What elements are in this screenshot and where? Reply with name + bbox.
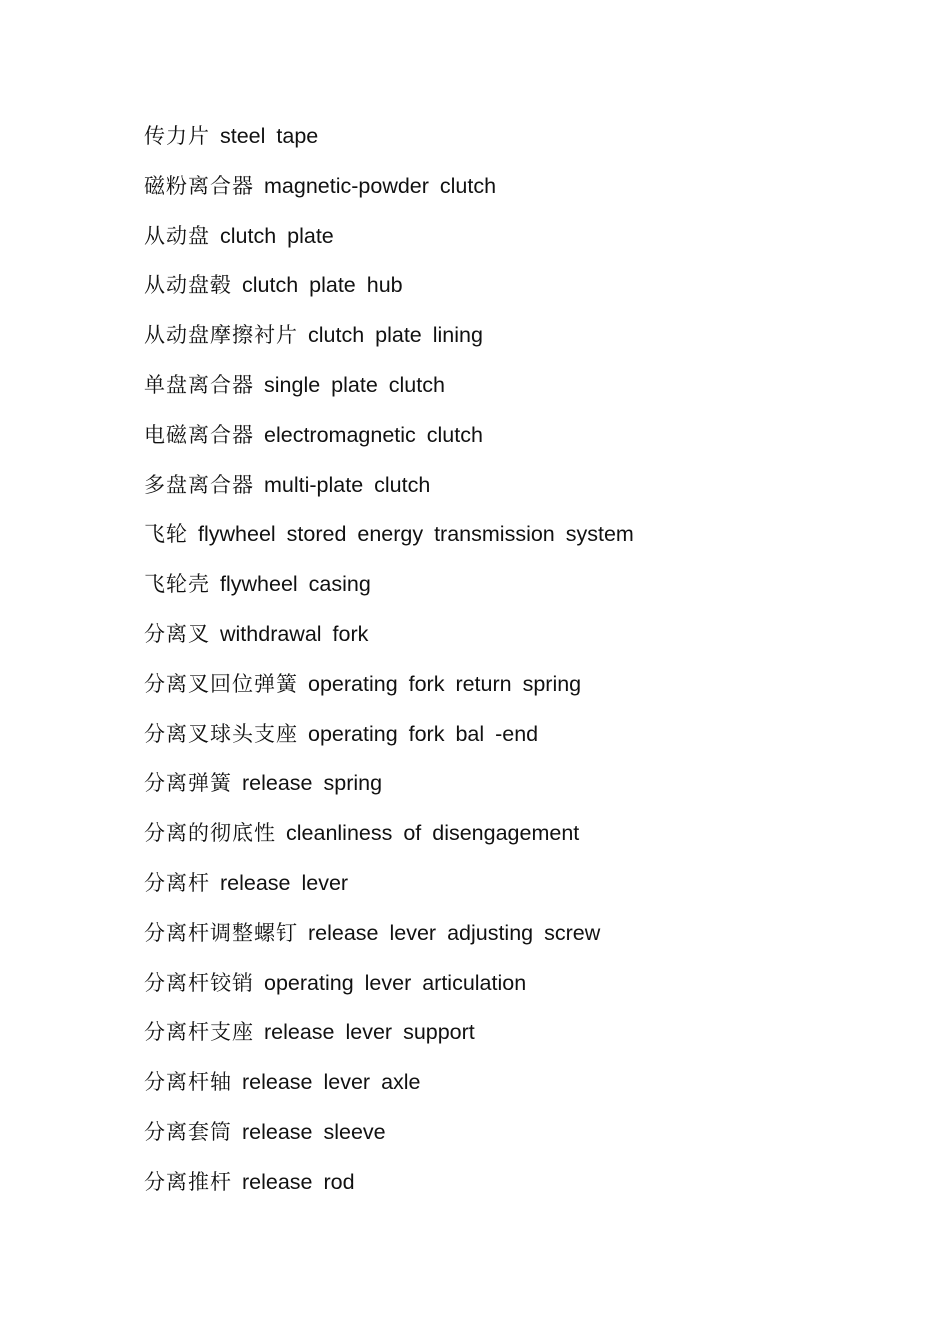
glossary-entry xyxy=(144,867,634,917)
chinese-term: 分离弹簧 xyxy=(144,771,232,796)
english-term: release lever xyxy=(220,870,349,895)
chinese-term: 分离杆 xyxy=(144,870,210,895)
english-term: clutch plate lining xyxy=(308,323,483,348)
chinese-term: 多盘离合器 xyxy=(144,472,254,497)
glossary-entry xyxy=(144,269,634,319)
english-term: release lever support xyxy=(264,1020,475,1045)
chinese-term: 分离推杆 xyxy=(144,1169,232,1194)
english-term: cleanliness of disengagement xyxy=(286,821,580,846)
glossary-entry xyxy=(144,767,634,817)
chinese-term: 单盘离合器 xyxy=(144,372,254,397)
english-term: release lever axle xyxy=(242,1070,421,1095)
chinese-term: 电磁离合器 xyxy=(144,422,254,447)
chinese-term: 从动盘毂 xyxy=(144,273,232,298)
chinese-term: 分离的彻底性 xyxy=(144,821,276,846)
chinese-term: 分离杆轴 xyxy=(144,1070,232,1095)
glossary-entry xyxy=(144,518,634,568)
english-term: operating lever articulation xyxy=(264,970,527,995)
glossary-entry xyxy=(144,568,634,618)
chinese-term: 分离叉球头支座 xyxy=(144,721,298,746)
glossary-entry xyxy=(144,1016,634,1066)
chinese-term: 飞轮壳 xyxy=(144,572,210,597)
english-term: operating fork return spring xyxy=(308,671,582,696)
english-term: operating fork bal -end xyxy=(308,721,539,746)
english-term: release spring xyxy=(242,771,383,796)
english-term: release lever adjusting screw xyxy=(308,920,601,945)
glossary-entry xyxy=(144,469,634,519)
chinese-term: 分离叉回位弹簧 xyxy=(144,671,298,696)
glossary-entry xyxy=(144,967,634,1017)
glossary-entry xyxy=(144,618,634,668)
glossary-entry xyxy=(144,668,634,718)
glossary-list xyxy=(144,120,634,1216)
english-term: withdrawal fork xyxy=(220,621,369,646)
chinese-term: 分离叉 xyxy=(144,621,210,646)
english-term: clutch plate xyxy=(220,223,334,248)
english-term: flywheel casing xyxy=(220,572,371,597)
chinese-term: 从动盘摩擦衬片 xyxy=(144,323,298,348)
english-term: flywheel stored energy transmission system xyxy=(198,522,634,547)
glossary-entry xyxy=(144,369,634,419)
english-term: steel tape xyxy=(220,124,319,148)
glossary-entry xyxy=(144,1066,634,1116)
glossary-entry xyxy=(144,120,634,170)
chinese-term: 分离杆铰销 xyxy=(144,970,254,995)
glossary-entry xyxy=(144,817,634,867)
chinese-term: 分离杆调整螺钉 xyxy=(144,920,298,945)
glossary-entry xyxy=(144,170,634,220)
chinese-term: 分离套筒 xyxy=(144,1119,232,1144)
glossary-entry xyxy=(144,917,634,967)
english-term: multi-plate clutch xyxy=(264,472,431,497)
glossary-entry xyxy=(144,319,634,369)
glossary-entry xyxy=(144,1166,634,1216)
english-term: clutch plate hub xyxy=(242,273,403,298)
chinese-term: 从动盘 xyxy=(144,223,210,248)
glossary-entry xyxy=(144,419,634,469)
english-term: electromagnetic clutch xyxy=(264,422,483,447)
english-term: release rod xyxy=(242,1169,355,1194)
chinese-term: 分离杆支座 xyxy=(144,1020,254,1045)
glossary-entry xyxy=(144,718,634,768)
chinese-term: 磁粉离合器 xyxy=(144,173,254,198)
chinese-term: 飞轮 xyxy=(144,522,188,547)
chinese-term: 传力片 xyxy=(144,124,210,148)
glossary-entry xyxy=(144,1116,634,1166)
glossary-entry xyxy=(144,220,634,270)
english-term: single plate clutch xyxy=(264,372,445,397)
english-term: release sleeve xyxy=(242,1119,386,1144)
english-term: magnetic-powder clutch xyxy=(264,173,497,198)
